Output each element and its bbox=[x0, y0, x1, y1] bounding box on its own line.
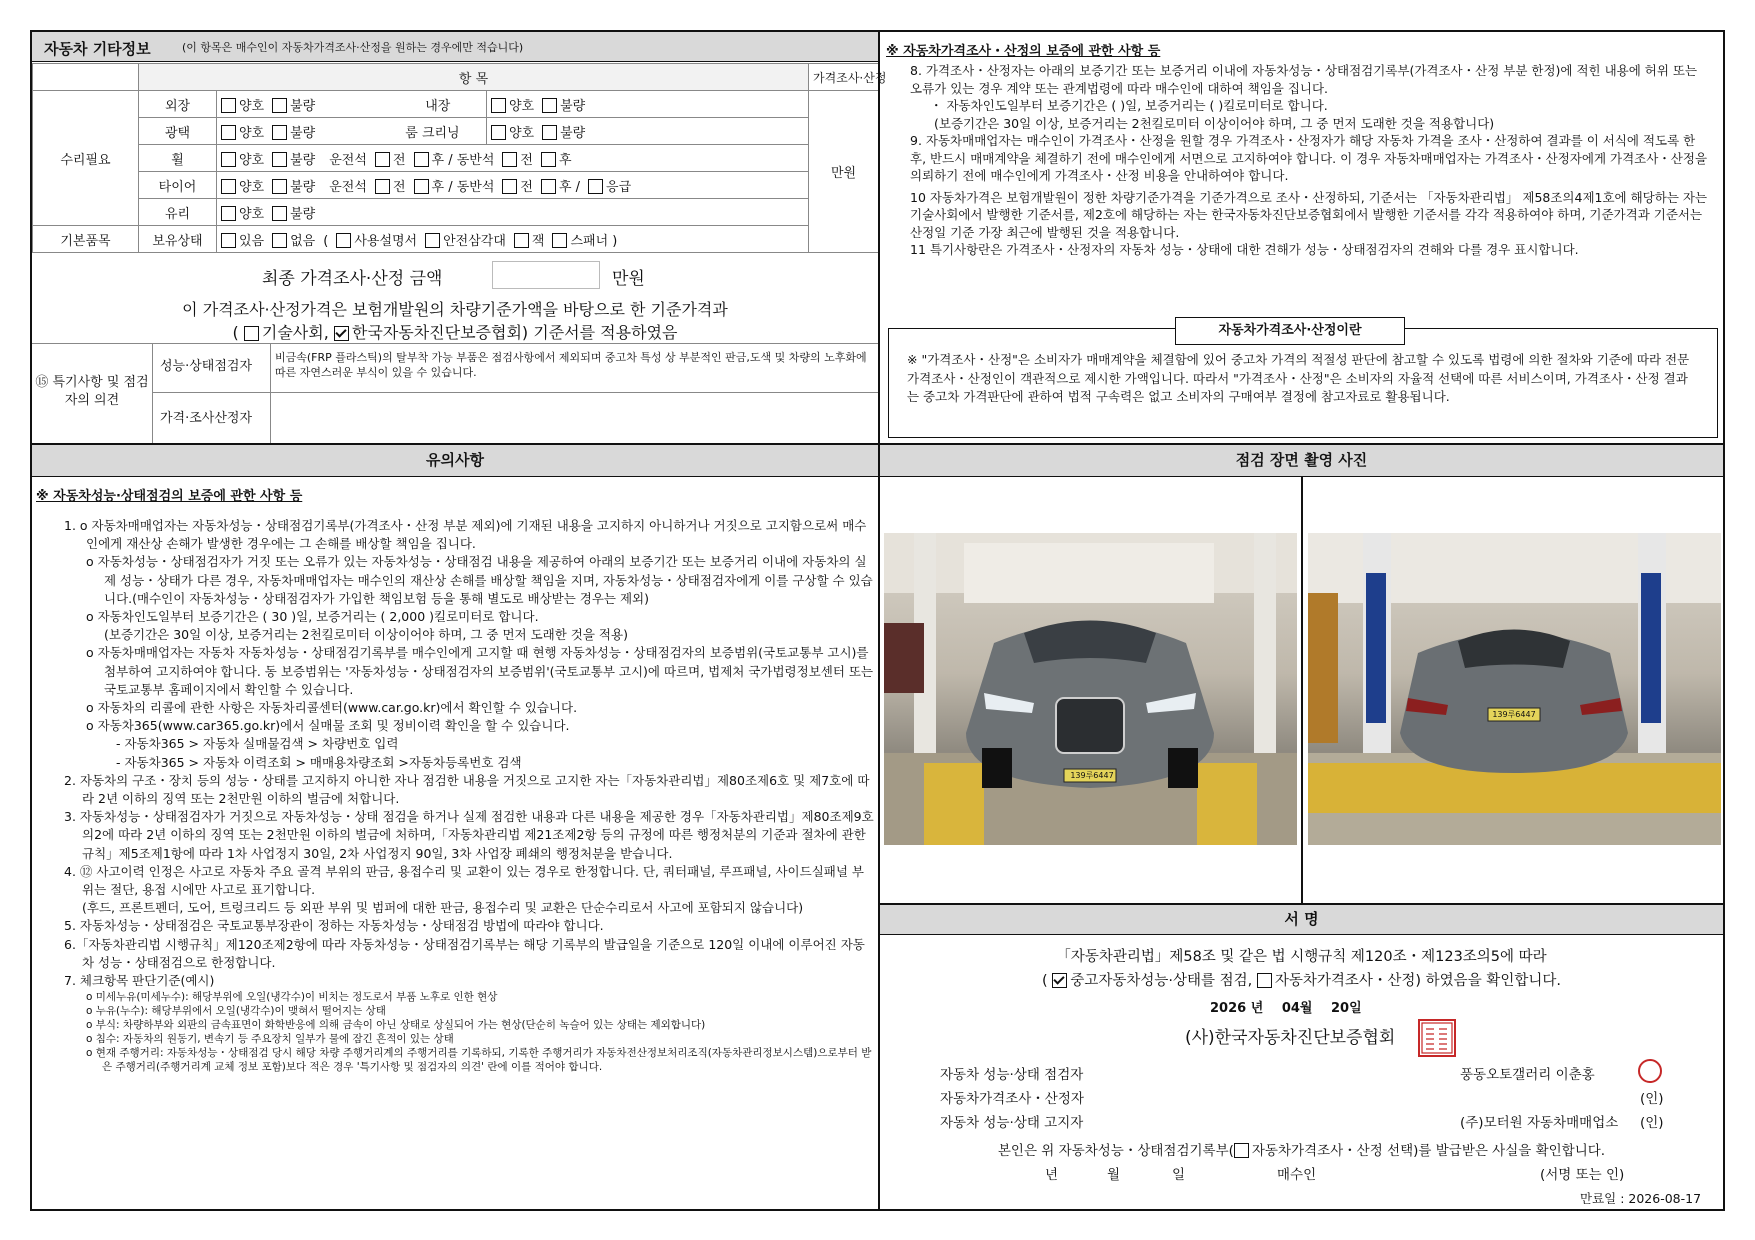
criteria-5: o 현재 주행거리: 자동차성능・상태점검 당시 해당 차량 주행거리계의 주행거리를 기록하되, 기록한 주행거리가 자동차전산정보처리조직(자동차관리정보시스템)으로부터 받은 주행거리(주행거리계 교체 정보 포함)보다 적은 경우 '특기사항 및 점검자의 의견' 란에 이를 적어야 합니다. bbox=[86, 1047, 872, 1074]
car-info-panel bbox=[30, 30, 887, 445]
tire-pass-front-checkbox[interactable] bbox=[502, 179, 517, 194]
triangle-label: 안전삼각대 bbox=[443, 233, 506, 249]
appraisal-definition-text: ※ "가격조사・산정"은 소비자가 매매계약을 체결함에 있어 중고차 가격의 적절성 판단에 참고할 수 있도록 법령에 의한 절차와 기준에 따라 전문 가격조사・산정인이 객관적으로 제시한 가액입니다. 따라서 "가격조사・산정"은 소비자의 자율적 선택에 따른 서비스이며, 가격조사・산정 결과는 중고차 가격판단에 관하여 법적 구속력은 없고 소비자의 구매여부 결정에 참고자료로 활용됩니다. bbox=[907, 352, 1690, 404]
notifier-seal-mark: (인) bbox=[1640, 1115, 1664, 1131]
car-info-title: 자동차 기타정보 bbox=[44, 40, 151, 58]
glass-good-checkbox[interactable] bbox=[221, 206, 236, 221]
buyer-month: 월 bbox=[1107, 1167, 1121, 1183]
bad-label: 불량 bbox=[290, 125, 316, 141]
note-1i: - 자동차365 > 자동차 이력조회 > 매매용차량조회 >자동차등록번호 검색 bbox=[116, 754, 522, 770]
note-4b: (후드, 프론트펜더, 도어, 트렁크리드 등 외판 부위 및 범퍼에 대한 판금, 용접수리 및 교환은 단순수리로서 사고에 포함되지 않습니다) bbox=[82, 900, 804, 916]
performance-check-label: 중고자동차성능·상태를 점검, bbox=[1070, 973, 1253, 989]
price-item-11: 11 특기사항란은 가격조사・산정자의 자동차 성능・상태에 대한 견해가 성능・상태점검자의 견해와 다를 경우 표시합니다. bbox=[910, 242, 1579, 257]
none-label: 없음 bbox=[290, 233, 316, 249]
confirm-line bbox=[880, 1139, 1723, 1159]
good-label: 양호 bbox=[239, 152, 265, 168]
date-day-unit: 일 bbox=[1349, 1001, 1362, 1016]
glass-bad-checkbox[interactable] bbox=[272, 206, 287, 221]
room-cleaning-label: 룸 크리닝 bbox=[405, 125, 460, 141]
inspector-text: 비금속(FRP 플라스틱)의 탈부착 가능 부품은 점검사항에서 제외되며 중고차 특성 상 부분적인 판금,도색 및 차량의 노후화에 따른 자연스러운 부식이 있을 수 있습니다. bbox=[275, 351, 867, 379]
repair-label: 수리필요 bbox=[33, 91, 139, 226]
exterior-label: 외장 bbox=[139, 91, 217, 118]
signature-panel bbox=[878, 903, 1725, 1211]
price-item-8: 8. 가격조사・산정자는 아래의 보증기간 또는 보증거리 이내에 자동차성능・상태점검기록부(가격조사・산정 부분 한정)에 적힌 내용에 허위 또는 오류가 있는 경우 계약 또는 관계법령에 따라 매수인에 대하여 책임을 집니다. bbox=[910, 63, 1698, 96]
buyer-label: 매수인 bbox=[1277, 1167, 1317, 1183]
gloss-good-checkbox[interactable] bbox=[221, 125, 236, 140]
notes-header: 유의사항 bbox=[32, 445, 878, 477]
bad-label: 불량 bbox=[290, 179, 316, 195]
tire-pass-rear-checkbox[interactable] bbox=[541, 179, 556, 194]
association-name: (사)한국자동차진단보증협회 bbox=[1185, 1028, 1396, 1048]
association-seal-icon bbox=[1420, 1021, 1454, 1055]
interior-label: 내장 bbox=[425, 98, 451, 114]
note-7: 7. 체크항목 판단기준(예시) bbox=[64, 973, 215, 989]
wheel-label: 휠 bbox=[139, 145, 217, 172]
note-1b: o 자동차성능・상태점검자가 거짓 또는 오류가 있는 자동차성능・상태점검 내용을 제공하여 아래의 보증기간 또는 보증거리 이내에 자동차의 실제 성능・상태가 다른 경우, 자동차매매업자는 매수인의 재산상 손해를 배상할 책임을 지며, 자동차성능・상태점검자에게 이를 구상할 수 있습니다.(매수인이 자동차성능・상태점검자가 가입한 책임보험 등을 통해 별도로 배상받는 경우는 제외) bbox=[86, 554, 873, 606]
rear-car-photo bbox=[1308, 533, 1721, 845]
note-1e: o 자동차매매업자는 자동차 자동차성능・상태점검기록부를 매수인에게 고지할 때 현행 자동차성능・상태점검자의 보증범위(국토교통부 고시)를 첨부하여 고지하여야 합니다. 동 보증범위는 '자동차성능・상태점검자의 보증범위'(국토교통부 고시)에 따르며, 법제처 국가법령정보센터 또는 국토교통부 홈페이지에서 확인할 수 있습니다. bbox=[86, 645, 874, 697]
special-label: ⑮ 특기사항 및 점검자의 의견 bbox=[35, 375, 149, 408]
price-item-8a: ・ 자동차인도일부터 보증기간은 ( )일, 보증거리는 ( )킬로미터로 합니다. bbox=[930, 98, 1328, 113]
manual-checkbox[interactable] bbox=[336, 233, 351, 248]
jack-checkbox[interactable] bbox=[514, 233, 529, 248]
price-guarantee-list bbox=[910, 62, 1710, 259]
basic-items-label: 기본품목 bbox=[33, 226, 139, 253]
glass-label: 유리 bbox=[139, 199, 217, 226]
cleaning-good-checkbox[interactable] bbox=[491, 125, 506, 140]
expiry-label: 만료일 : bbox=[1580, 1191, 1625, 1206]
date-day: 20 bbox=[1331, 1001, 1350, 1016]
good-label: 양호 bbox=[239, 206, 265, 222]
signature-date bbox=[1210, 997, 1362, 1016]
special-notes bbox=[32, 343, 878, 443]
criteria-1: o 미세누유(미세누수): 해당부위에 오일(냉각수)이 비치는 정도로서 부품 노후로 인한 현상 bbox=[86, 991, 498, 1004]
final-price-row bbox=[32, 258, 878, 292]
rear-label: 후 bbox=[558, 152, 572, 168]
photos-header: 점검 장면 촬영 사진 bbox=[880, 445, 1723, 477]
tire-emergency-checkbox[interactable] bbox=[588, 179, 603, 194]
price-item-10: 10 자동차가격은 보험개발원이 정한 차량기준가격을 기준가격으로 조사・산정하되, 기준서는 「자동차관리법」 제58조의4제1호에 해당하는 자는 기술사회에서 발행한 기준서를, 제2호에 해당하는 자는 한국자동차진단보증협회에서 발행한 기준서를 각각 적용하여야 하며, 기준가격과 기준서는 산정일 기준 가장 최근에 발행된 것을 적용합니다. bbox=[910, 189, 1708, 240]
have-checkbox[interactable] bbox=[221, 233, 236, 248]
note-6: 6.「자동차관리법 시행규칙」제120조제2항에 따라 자동차성능・상태점검기록부는 해당 기록부의 발급일을 기준으로 120일 이내에 이루어진 자동차 성능・상태점검으로 한정합니다. bbox=[64, 936, 865, 970]
driver-label: 운전석 bbox=[329, 152, 367, 168]
gloss-bad-checkbox[interactable] bbox=[272, 125, 287, 140]
notes-panel bbox=[30, 443, 880, 1211]
wheel-rear-checkbox[interactable] bbox=[414, 152, 429, 167]
paren: ( bbox=[323, 233, 329, 249]
front-label: 전 bbox=[520, 152, 533, 168]
have-label: 있음 bbox=[239, 233, 265, 249]
price-item-8b: (보증기간은 30일 이상, 보증거리는 2천킬로미터 이상이어야 하며, 그 중 먼저 도래한 것을 적용합니다) bbox=[934, 115, 1495, 131]
price-appraisal-checkbox[interactable] bbox=[1257, 973, 1272, 988]
buyer-day: 일 bbox=[1172, 1167, 1186, 1183]
basis-tech-checkbox[interactable] bbox=[244, 326, 259, 341]
note-1g: o 자동차365(www.car365.go.kr)에서 실매물 조회 및 정비이력 확인을 할 수 있습니다. bbox=[86, 718, 570, 734]
association-seal bbox=[1418, 1019, 1456, 1057]
final-price-unit: 만원 bbox=[612, 269, 645, 289]
wheel-pass-front-checkbox[interactable] bbox=[502, 152, 517, 167]
confirm-text-a: 본인은 위 자동차성능・상태점검기록부( bbox=[997, 1143, 1234, 1159]
none-checkbox[interactable] bbox=[272, 233, 287, 248]
note-1c: o 자동차인도일부터 보증기간은 ( 30 )일, 보증거리는 ( 2,000 )킬로미터로 합니다. bbox=[86, 609, 539, 625]
rear-passenger-label: 후 / 동반석 bbox=[431, 179, 495, 195]
interior-bad-checkbox[interactable] bbox=[542, 98, 557, 113]
driver-label: 운전석 bbox=[329, 179, 367, 195]
buyer-line bbox=[880, 1163, 1723, 1183]
confirm-text-b: 자동차가격조사・산정 선택)를 발급받은 사실을 확인합니다. bbox=[1251, 1143, 1606, 1159]
buyer-year: 년 bbox=[1045, 1167, 1059, 1183]
wheel-front-checkbox[interactable] bbox=[375, 152, 390, 167]
bad-label: 불량 bbox=[290, 152, 316, 168]
good-label: 양호 bbox=[239, 125, 265, 141]
signature-line2 bbox=[880, 969, 1723, 990]
bad-label: 불량 bbox=[560, 98, 586, 114]
criteria-2: o 누유(누수): 해당부위에서 오일(냉각수)이 맺혀서 떨어지는 상태 bbox=[86, 1005, 386, 1018]
criteria-3: o 부식: 차량하부와 외판의 금속표면이 화학반응에 의해 금속이 아닌 상태로 상실되어 가는 현상(단순히 녹슬어 있는 상태는 제외합니다) bbox=[86, 1019, 706, 1032]
notes-title: ※ 자동차성능·상태점검의 보증에 관한 사항 등 bbox=[36, 489, 303, 504]
rear-car-illustration bbox=[1308, 533, 1721, 845]
price-guarantee-panel bbox=[878, 30, 1725, 445]
car-info-subtitle: (이 항목은 매수인이 자동차가격조사·산정을 원하는 경우에만 적습니다) bbox=[182, 41, 524, 54]
note-1: 1. o 자동차매매업자는 자동차성능・상태점검기록부(가격조사・산정 부분 제외)에 기재된 내용을 고지하지 아니하거나 거짓으로 고지함으로써 매수인에게 재산상 손해가 발생한 경우에는 그 손해를 배상할 책임을 집니다. bbox=[64, 518, 867, 552]
tire-good-checkbox[interactable] bbox=[221, 179, 236, 194]
final-price-label: 최종 가격조사·산정 금액 bbox=[262, 269, 443, 289]
inspector-label: 성능·상태점검자 bbox=[160, 359, 253, 374]
spanner-checkbox[interactable] bbox=[552, 233, 567, 248]
wheel-good-checkbox[interactable] bbox=[221, 152, 236, 167]
manual-label: 사용설명서 bbox=[354, 233, 418, 249]
interior-good-checkbox[interactable] bbox=[491, 98, 506, 113]
final-price-input[interactable] bbox=[492, 261, 600, 289]
inspector-name: 풍동오토갤러리 이춘홍 bbox=[1460, 1067, 1595, 1083]
note-3: 3. 자동차성능・상태점검자가 거짓으로 자동차성능・상태 점검을 하거나 실제 점검한 내용과 다른 내용을 제공한 경우「자동차관리법」제80조제9호의2에 따라 2년 이하의 징역 또는 2천만원 이하의 벌금에 처하며,「자동차관리법 제21조제2항 등의 규정에 따른 행정처분의 기준과 절차에 관한 규칙」제5조제1항에 따라 1차 사업정지 30일, 2차 사업정지 90일, 3차 사업장 폐쇄의 행정처분을 받습니다. bbox=[64, 809, 874, 861]
front-car-illustration bbox=[884, 533, 1297, 845]
front-label: 전 bbox=[392, 179, 406, 195]
signature-row-inspector bbox=[940, 1063, 1700, 1087]
jack-label: 잭 bbox=[531, 233, 545, 249]
note-1d: (보증기간은 30일 이상, 보증거리는 2천킬로미터 이상이어야 하며, 그 중 먼저 도래한 것을 적용) bbox=[104, 627, 628, 643]
note-1f: o 자동차의 리콜에 관한 사항은 자동차리콜센터(www.car.go.kr)에서 확인할 수 있습니다. bbox=[86, 700, 578, 716]
signature-row-appraiser bbox=[940, 1087, 1700, 1111]
spanner-label: 스패너 ) bbox=[570, 233, 618, 249]
bad-label: 불량 bbox=[290, 206, 316, 222]
bad-label: 불량 bbox=[290, 98, 316, 114]
front-label: 전 bbox=[520, 179, 533, 195]
note-5: 5. 자동차성능・상태점검은 국토교통부장관이 정하는 자동차성능・상태점검 방법에 따라야 합니다. bbox=[64, 918, 604, 934]
confirm-checkbox[interactable] bbox=[1234, 1143, 1249, 1158]
criteria-4: o 침수: 자동차의 원동기, 변속기 등 주요장치 일부가 물에 잠긴 흔적이 있는 상태 bbox=[86, 1033, 454, 1046]
tire-bad-checkbox[interactable] bbox=[272, 179, 287, 194]
car-info-table bbox=[32, 63, 887, 253]
appraiser-label: 가격·조사산정자 bbox=[160, 411, 253, 426]
basis-tech-label: 기술사회, bbox=[261, 323, 329, 342]
gloss-label: 광택 bbox=[139, 118, 217, 145]
price-appraisal-label: 자동차가격조사・산정) 하였음을 확인합니다. bbox=[1274, 973, 1561, 989]
appraiser-seal-mark: (인) bbox=[1640, 1091, 1664, 1107]
col-price-header: 가격조사·산정 bbox=[809, 64, 879, 91]
exterior-good-checkbox[interactable] bbox=[221, 98, 236, 113]
line2-paren: ( bbox=[1042, 973, 1048, 989]
cleaning-bad-checkbox[interactable] bbox=[542, 125, 557, 140]
expiry bbox=[1580, 1189, 1701, 1207]
note-4: 4. ⑫ 사고이력 인정은 사고로 자동차 주요 골격 부위의 판금, 용접수리 및 교환이 있는 경우로 한정합니다. 단, 쿼터패널, 루프패널, 사이드실패널 부위는 절단, 용접 시에만 사고로 표기합니다. bbox=[64, 863, 864, 898]
inspector-role: 자동차 성능·상태 점검자 bbox=[940, 1067, 1084, 1083]
front-plate: 139루6447 bbox=[1070, 771, 1114, 780]
photos-panel bbox=[878, 443, 1725, 905]
appraisal-definition-box bbox=[888, 323, 1718, 438]
good-label: 양호 bbox=[509, 98, 535, 114]
signature-line1: 「자동차관리법」제58조 및 같은 법 시행규칙 제120조・제123조의5에 따라 bbox=[1056, 949, 1547, 965]
expiry-date: 2026-08-17 bbox=[1628, 1191, 1702, 1206]
front-label: 전 bbox=[392, 152, 406, 168]
tire-label: 타이어 bbox=[139, 172, 217, 199]
rear-passenger-label: 후 / 동반석 bbox=[431, 152, 495, 168]
date-year-unit: 년 bbox=[1250, 1001, 1264, 1016]
note-2: 2. 자동차의 구조・장치 등의 성능・상태를 고지하지 아니한 자나 점검한 내용을 거짓으로 고지한 자는「자동차관리법」제80조제6호 및 제7호에 따라 2년 이하의 징역 또는 2천만원 이하의 벌금에 처합니다. bbox=[64, 772, 870, 807]
signature-header: 서 명 bbox=[880, 905, 1723, 935]
good-label: 양호 bbox=[509, 125, 535, 141]
rear-label: 후 / bbox=[558, 179, 581, 195]
basis-line1: 이 가격조사·산정가격은 보험개발원의 차량기준가액을 바탕으로 한 기준가격과 bbox=[182, 300, 728, 319]
tire-rear-checkbox[interactable] bbox=[414, 179, 429, 194]
date-year: 2026 bbox=[1210, 1001, 1247, 1016]
col-item-header: 항 목 bbox=[139, 64, 809, 91]
triangle-checkbox[interactable] bbox=[425, 233, 440, 248]
good-label: 양호 bbox=[239, 179, 265, 195]
notifier-role: 자동차 성능·상태 고지자 bbox=[940, 1115, 1084, 1131]
appraiser-role: 자동차가격조사・산정자 bbox=[940, 1091, 1084, 1107]
price-guarantee-title: ※ 자동차가격조사・산정의 보증에 관한 사항 등 bbox=[886, 44, 1161, 59]
basis-paren: ( bbox=[232, 323, 239, 342]
good-label: 양호 bbox=[239, 98, 265, 114]
basis-kaida-checkbox[interactable] bbox=[334, 326, 349, 341]
car-info-header bbox=[32, 32, 878, 62]
price-item-9: 9. 자동차매매업자는 매수인이 가격조사・산정을 원할 경우 가격조사・산정자가 해당 자동차 가격을 조사・산정하여 결과를 이 서식에 적도록 한 후, 반드시 매매계약을 체결하기 전에 매수인에게 서면으로 고지하여야 합니다. 이 경우 자동차매매업자는 가격조사・산정자에게 가격조사・산정을 의뢰하기 전에 매수인에게 가격조사・산정 비용을 안내하여야 합니다. bbox=[910, 133, 1708, 183]
wheel-bad-checkbox[interactable] bbox=[272, 152, 287, 167]
notifier-name: (주)모터원 자동차매매업소 bbox=[1460, 1115, 1619, 1131]
signature-row-notifier bbox=[940, 1111, 1700, 1135]
date-month-unit: 월 bbox=[1299, 1001, 1313, 1016]
exterior-bad-checkbox[interactable] bbox=[272, 98, 287, 113]
performance-check-checkbox[interactable] bbox=[1052, 973, 1067, 988]
emergency-label: 응급 bbox=[606, 179, 632, 195]
price-unit: 만원 bbox=[809, 91, 879, 253]
criteria-list bbox=[64, 990, 874, 1074]
basis-line2 bbox=[32, 320, 878, 343]
appraisal-definition-title: 자동차가격조사·산정이란 bbox=[1175, 317, 1405, 345]
possession-label: 보유상태 bbox=[139, 226, 217, 253]
tire-front-checkbox[interactable] bbox=[375, 179, 390, 194]
notes-list bbox=[64, 517, 874, 1074]
basis-kaida-label: 한국자동차진단보증협회) 기준서를 적용하였음 bbox=[351, 323, 678, 342]
rear-plate: 139루6447 bbox=[1492, 710, 1536, 719]
front-car-photo bbox=[884, 533, 1297, 845]
buyer-sign: (서명 또는 인) bbox=[1540, 1167, 1625, 1183]
date-month: 04 bbox=[1281, 1001, 1300, 1016]
inspector-seal bbox=[1638, 1059, 1662, 1083]
signature-rows bbox=[940, 1063, 1700, 1135]
note-1h: - 자동차365 > 자동차 실매물검색 > 차량번호 입력 bbox=[116, 736, 399, 752]
wheel-pass-rear-checkbox[interactable] bbox=[541, 152, 556, 167]
bad-label: 불량 bbox=[560, 125, 586, 141]
